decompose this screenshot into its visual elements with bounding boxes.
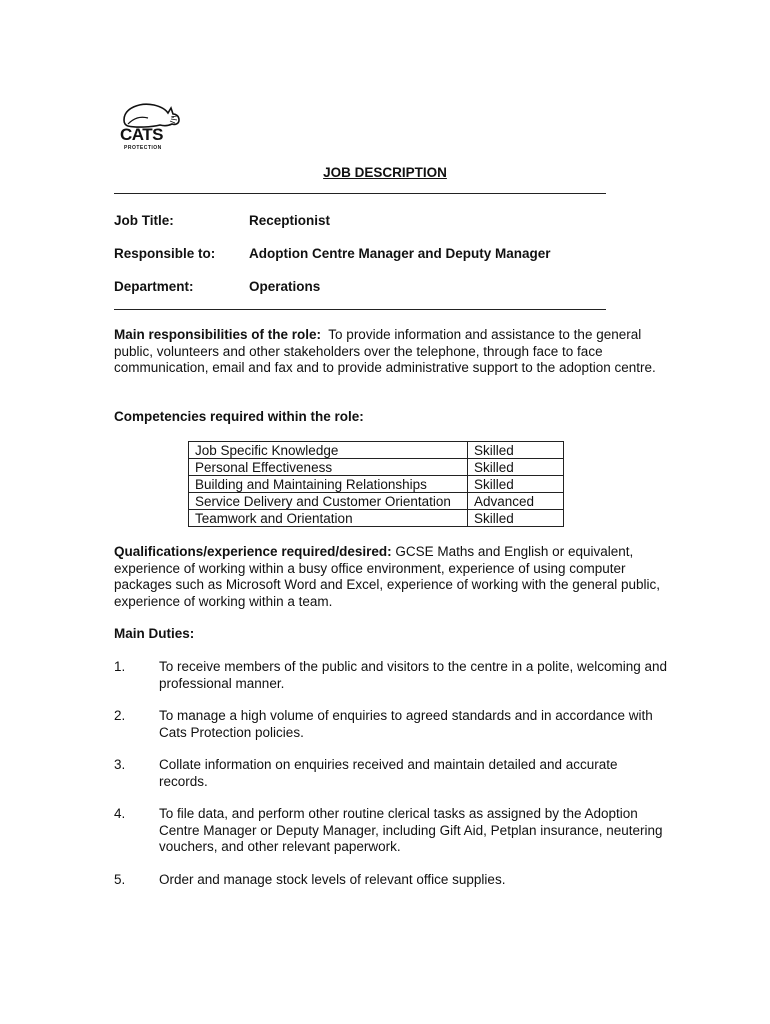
divider-top bbox=[114, 193, 606, 194]
duty-number: 4. bbox=[114, 806, 126, 821]
competency-level: Skilled bbox=[468, 442, 564, 459]
responsible-to-label: Responsible to: bbox=[114, 246, 216, 261]
duty-text: Collate information on enquiries received and maintain detailed and accurate records. bbox=[159, 757, 618, 789]
competency-level: Skilled bbox=[468, 510, 564, 527]
competency-name: Service Delivery and Customer Orientation bbox=[189, 493, 468, 510]
svg-text:PROTECTION: PROTECTION bbox=[124, 145, 162, 151]
competency-level: Skilled bbox=[468, 476, 564, 493]
duty-text: To file data, and perform other routine clerical tasks as assigned by the Adoption Centre Manager or Deputy Manager, including Gift Aid, Petplan insurance, neutering vouchers, and other relevant paperwork. bbox=[159, 806, 663, 854]
competency-name: Job Specific Knowledge bbox=[189, 442, 468, 459]
competency-name: Personal Effectiveness bbox=[189, 459, 468, 476]
page-title: JOB DESCRIPTION bbox=[323, 165, 447, 180]
responsible-to-value: Adoption Centre Manager and Deputy Manager bbox=[249, 246, 551, 261]
competency-level: Advanced bbox=[468, 493, 564, 510]
qualifications bbox=[114, 544, 664, 610]
department-label: Department: bbox=[114, 279, 194, 294]
duty-text: Order and manage stock levels of relevant office supplies. bbox=[159, 872, 506, 887]
qualifications-text: GCSE Maths and English or equivalent, experience of working within a busy office environment, experience of using computer packages such as Microsoft Word and Excel, experience of working with the general public, experience of working within a team. bbox=[114, 544, 661, 609]
duty-text: To manage a high volume of enquiries to agreed standards and in accordance with Cats Protection policies. bbox=[159, 708, 653, 740]
duty-number: 2. bbox=[114, 708, 126, 723]
job-title-value: Receptionist bbox=[249, 213, 331, 228]
table-row bbox=[189, 459, 564, 476]
competency-name: Teamwork and Orientation bbox=[189, 510, 468, 527]
competencies-heading: Competencies required within the role: bbox=[114, 409, 364, 424]
svg-text:CATS: CATS bbox=[120, 125, 164, 144]
cats-protection-logo bbox=[118, 100, 182, 152]
cat-logo-icon bbox=[118, 100, 182, 152]
divider-bottom bbox=[114, 309, 606, 310]
duty-number: 3. bbox=[114, 757, 126, 772]
main-responsibilities-label: Main responsibilities of the role: bbox=[114, 327, 322, 342]
table-row bbox=[189, 493, 564, 510]
main-responsibilities bbox=[114, 327, 664, 377]
table-row bbox=[189, 510, 564, 527]
duty-number: 1. bbox=[114, 659, 126, 674]
table-row bbox=[189, 442, 564, 459]
duty-number: 5. bbox=[114, 872, 126, 887]
main-duties-heading: Main Duties: bbox=[114, 626, 195, 641]
qualifications-label: Qualifications/experience required/desired: bbox=[114, 544, 392, 559]
competencies-table bbox=[188, 441, 564, 527]
duty-text: To receive members of the public and visitors to the centre in a polite, welcoming and professional manner. bbox=[159, 659, 668, 691]
job-title-label: Job Title: bbox=[114, 213, 174, 228]
competency-level: Skilled bbox=[468, 459, 564, 476]
competency-name: Building and Maintaining Relationships bbox=[189, 476, 468, 493]
table-row bbox=[189, 476, 564, 493]
department-value: Operations bbox=[249, 279, 321, 294]
main-responsibilities-text: To provide information and assistance to the general public, volunteers and other stakeholders over the telephone, through face to face communication, email and fax and to provide administrative support to the adoption centre. bbox=[114, 327, 656, 375]
